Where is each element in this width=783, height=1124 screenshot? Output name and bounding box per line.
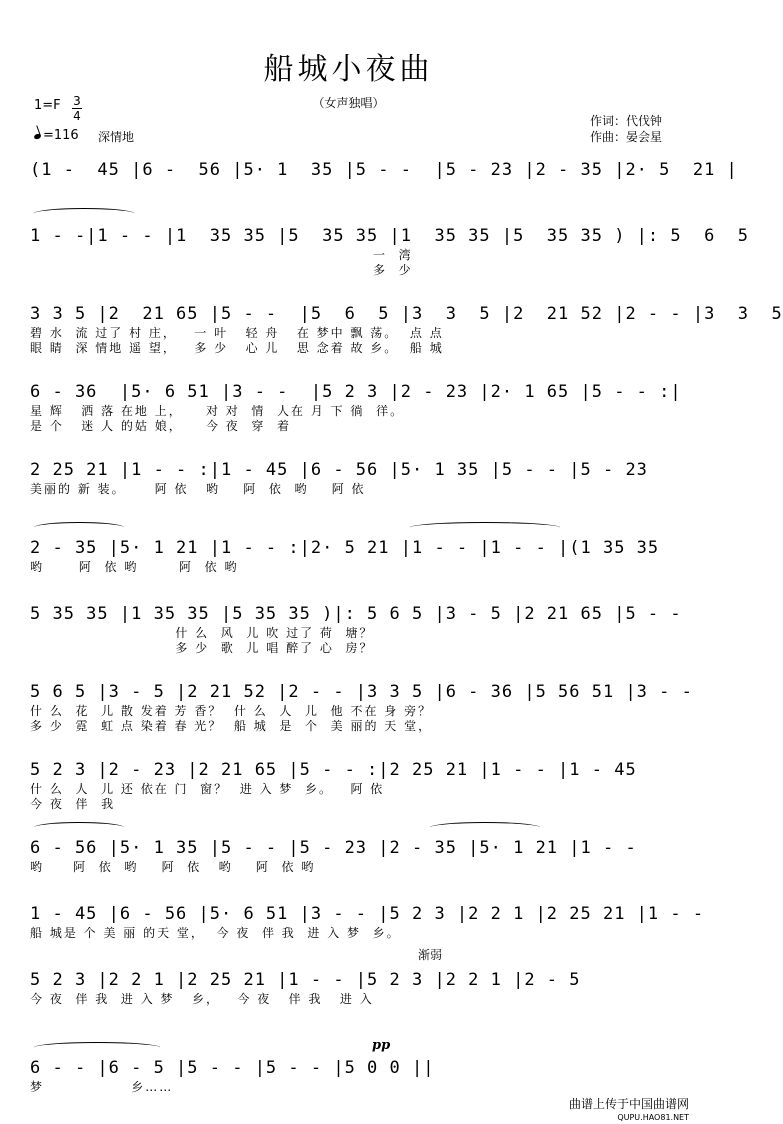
notation-line: 3 3 5 |2 21 65 |5 - - |5 6 5 |3 3 5 |2 21 52 |2 - - |3 3 5 (30, 304, 783, 324)
score-title: 船城小夜曲 (263, 52, 434, 87)
score-system-5 (30, 460, 675, 520)
score-system-8 (30, 682, 693, 742)
score-system-3 (30, 304, 783, 364)
time-top: 3 (73, 94, 81, 108)
lyric-verse-1: 什 么 花 儿 散 发着 芳 香？ 什 么 人 儿 他 不在 身 旁？ (30, 704, 433, 718)
score-system-6 (30, 538, 675, 598)
slur (34, 208, 134, 219)
notation-line: 5 2 3 |2 - 23 |2 21 65 |5 - - :|2 25 21 |1 - - |1 - 45 (30, 760, 637, 780)
lyric-verse-2: 多 少 (30, 263, 413, 277)
watermark (569, 1098, 689, 1124)
lyric-verse-1: 今 夜 伴 我 进 入 梦 乡， 今 夜 伴 我 进 入 (30, 992, 374, 1006)
notation-line: 5 35 35 |1 35 35 |5 35 35 )|: 5 6 5 |3 - 5 |2 21 65 |5 - - (30, 604, 682, 624)
notation-line: (1 - 45 |6 - 56 |5· 1 35 |5 - - |5 - 23 |2 - 35 |2· 5 21 | (30, 160, 738, 180)
lyric-verse-1: 什 么 风 儿 吹 过了 荷 塘？ (30, 626, 374, 640)
dynamic-decrescendo: 渐弱 (418, 948, 443, 962)
watermark-line-2: QUPU.HAO81.NET (617, 1113, 689, 1122)
lyric-verse-2: 是 个 迷 人 的姑 娘， 今 夜 穿 着 (30, 419, 292, 433)
notation-line: 1 - 45 |6 - 56 |5· 6 51 |3 - - |5 2 3 |2 2 1 |2 25 21 |1 - - (30, 904, 705, 924)
score-system-2 (30, 226, 750, 286)
quarter-note-icon (33, 133, 41, 140)
score-subtitle: （女声独唱） (312, 96, 385, 110)
lyric-verse-2: 眼 睛 深 情地 遥 望， 多 少 心 儿 思 念着 故 乡。 船 城 (30, 341, 444, 355)
notation-line: 2 - 35 |5· 1 21 |1 - - :|2· 5 21 |1 - - |1 - - |(1 35 35 (30, 538, 660, 558)
slur (34, 1042, 160, 1053)
lyric-verse-2: 今 夜 伴 我 (30, 797, 116, 811)
lyric-verse-1: 星 辉 洒 落 在地 上， 对 对 情 人在 月 下 徜 徉。 (30, 404, 405, 418)
slur (34, 822, 124, 833)
score-system-12 (30, 970, 675, 1030)
time-signature (72, 94, 82, 123)
score-system-4 (30, 382, 682, 442)
lyric-verse-2: 多 少 歌 儿 唱 醉了 心 房？ (30, 641, 374, 655)
expression-marking: 深情地 (98, 130, 135, 144)
score-system-7 (30, 604, 682, 664)
notation-line: 5 2 3 |2 2 1 |2 25 21 |1 - - |5 2 3 |2 2 1 |2 - 5 (30, 970, 581, 990)
composer-credit: 作曲：晏会星 (590, 130, 663, 144)
lyric-verse-1: 一 湾 (30, 248, 413, 262)
lyric-verse-1: 碧 水 流 过了 村 庄， 一 叶 轻 舟 在 梦中 飘 荡。 点 点 (30, 326, 444, 340)
notation-line: 6 - 56 |5· 1 35 |5 - - |5 - 23 |2 - 35 |5· 1 21 |1 - - (30, 838, 637, 858)
score-system-9 (30, 760, 675, 820)
tempo-value: =116 (43, 128, 79, 143)
tempo-marking (34, 128, 79, 143)
lyric-verse-1: 哟 阿 依 哟 阿 依 哟 阿 依 哟 (30, 860, 316, 874)
score-system-11 (30, 904, 705, 964)
score-system-10 (30, 838, 675, 898)
slur (430, 822, 540, 833)
slur (34, 522, 124, 533)
time-bottom: 4 (73, 109, 81, 123)
lyric-verse-1: 哟 阿 依 哟 阿 依 哟 (30, 560, 239, 574)
key-signature: 1=F (34, 98, 61, 113)
lyric-verse-1: 什 么 人 儿 还 依在 门 窗？ 进 入 梦 乡。 阿 依 (30, 782, 385, 796)
lyric-verse-1: 梦 乡…… (30, 1080, 174, 1094)
notation-line: 6 - - |6 - 5 |5 - - |5 - - |5 0 0 || (30, 1058, 435, 1078)
watermark-line-1: 曲谱上传于中国曲谱网 (568, 1097, 689, 1111)
dynamic-pianissimo: pp (372, 1038, 391, 1053)
lyric-verse-1: 美丽的 新 装。 阿 依 哟 阿 依 哟 阿 依 (30, 482, 366, 496)
notation-line: 2 25 21 |1 - - :|1 - 45 |6 - 56 |5· 1 35 |5 - - |5 - 23 (30, 460, 648, 480)
lyric-verse-2: 多 少 霓 虹 点 染着 春 光？ 船 城 是 个 美 丽的 天 堂， (30, 719, 433, 733)
notation-line: 6 - 36 |5· 6 51 |3 - - |5 2 3 |2 - 23 |2· 1 65 |5 - - :| (30, 382, 682, 402)
notation-line: 1 - -|1 - - |1 35 35 |5 35 35 |1 35 35 |5 35 35 ) |: 5 6 5 (30, 226, 750, 246)
lyricist-credit: 作词：代伐钟 (590, 114, 663, 128)
slur (410, 522, 560, 533)
notation-line: 5 6 5 |3 - 5 |2 21 52 |2 - - |3 3 5 |6 - 36 |5 56 51 |3 - - (30, 682, 693, 702)
lyric-verse-1: 船 城是 个 美 丽 的天 堂， 今 夜 伴 我 进 入 梦 乡。 (30, 926, 401, 940)
